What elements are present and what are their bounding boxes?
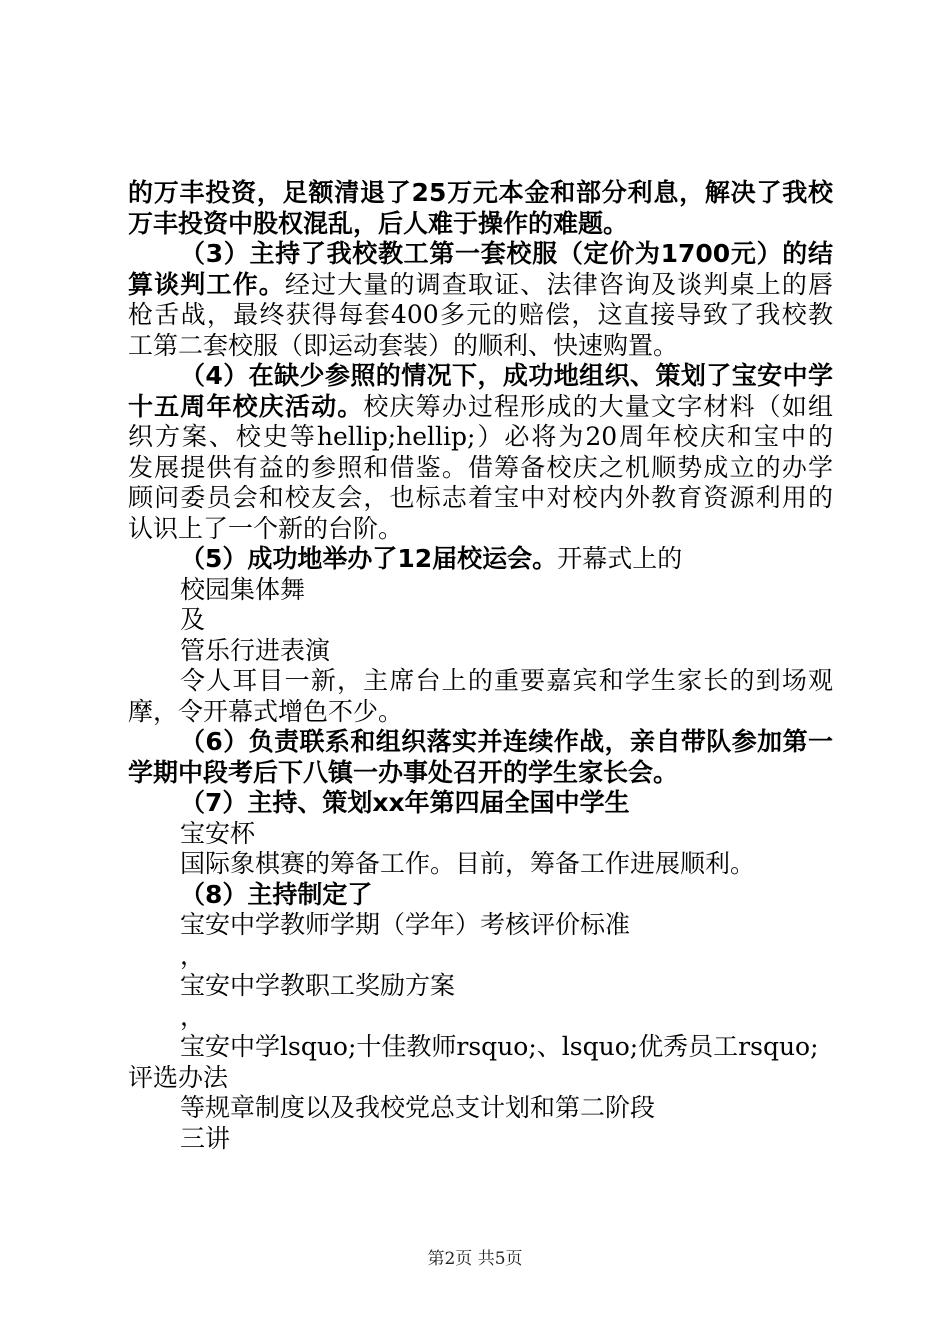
text-line	[128, 392, 833, 423]
text-line: 宝安杯	[180, 818, 256, 848]
text-line	[128, 270, 833, 301]
text-line: 令人耳目一新，主席台上的重要嘉宾和学生家长的到场观	[180, 666, 833, 695]
text-line: 校园集体舞	[180, 574, 306, 604]
bold-text-run: 十五周年校庆活动。	[128, 391, 364, 421]
text-run: 经过大量的调查取证、法律咨询及谈判桌上的唇	[284, 269, 833, 299]
text-line: 及	[180, 605, 206, 634]
text-line	[128, 880, 833, 911]
text-line	[128, 727, 833, 758]
text-line: 工第二套校服（即运动套装）的顺利、快速购置。	[128, 330, 679, 360]
text-line	[128, 361, 833, 392]
text-line: 三讲	[180, 1123, 231, 1153]
text-line	[128, 544, 833, 575]
page-footer: 第2页 共5页	[427, 1249, 523, 1269]
bold-text-run: （8）主持制定了	[180, 879, 373, 909]
text-line: 顾问委员会和校友会，也标志着宝中对校内外教育资源利用的	[128, 483, 833, 512]
bold-text-run: （3）主持了我校教工第一套校服（定价为1700元）的结	[180, 239, 833, 268]
text-line: 学期中段考后下八镇一办事处召开的学生家长会。	[128, 757, 679, 787]
text-line: 万丰投资中股权混乱，后人难于操作的难题。	[128, 208, 629, 238]
text-line: 发展提供有益的参照和借鉴。借筹备校庆之机顺势成立的办学	[128, 452, 833, 482]
text-line: 宝安中学lsquo;十佳教师rsquo;、lsquo;优秀员工rsquo;	[180, 1032, 819, 1061]
text-run: 校庆筹办过程形成的大量文字材料（如组	[363, 391, 833, 421]
text-line: 认识上了一个新的台阶。	[128, 513, 404, 543]
text-line	[128, 788, 833, 819]
text-line: 等规章制度以及我校党总支计划和第二阶段	[180, 1093, 656, 1122]
text-line: ，	[180, 940, 206, 970]
text-line: 宝安中学教职工奖励方案	[180, 971, 456, 1000]
bold-text-run: （5）成功地举办了12届校运会。	[180, 544, 558, 573]
text-line: 摩，令开幕式增色不少。	[128, 696, 404, 726]
bold-text-run: （6）负责联系和组织落实并连续作战，亲自带队参加第一	[180, 727, 833, 756]
text-line: 管乐行进表演	[180, 635, 331, 665]
text-line: ，	[180, 1001, 206, 1031]
bold-text-run: （4）在缺少参照的情况下，成功地组织、策划了宝安中学	[180, 361, 833, 390]
text-line: 枪舌战，最终获得每套400多元的赔偿，这直接导致了我校教	[128, 300, 833, 329]
text-line: 宝安中学教师学期（学年）考核评价标准	[180, 910, 631, 939]
text-line: 国际象棋赛的筹备工作。目前，筹备工作进展顺利。	[180, 849, 756, 878]
text-line: 的万丰投资，足额清退了25万元本金和部分利息，解决了我校	[128, 178, 833, 207]
document-body	[128, 178, 833, 1154]
text-run: 开幕式上的	[557, 544, 683, 573]
text-line: 评选办法	[128, 1062, 229, 1092]
text-line: 织方案、校史等hellip;hellip;）必将为20周年校庆和宝中的	[128, 422, 833, 451]
bold-text-run: 算谈判工作。	[128, 269, 285, 299]
text-line	[128, 239, 833, 270]
bold-text-run: （7）主持、策划xx年第四届全国中学生	[180, 788, 630, 817]
